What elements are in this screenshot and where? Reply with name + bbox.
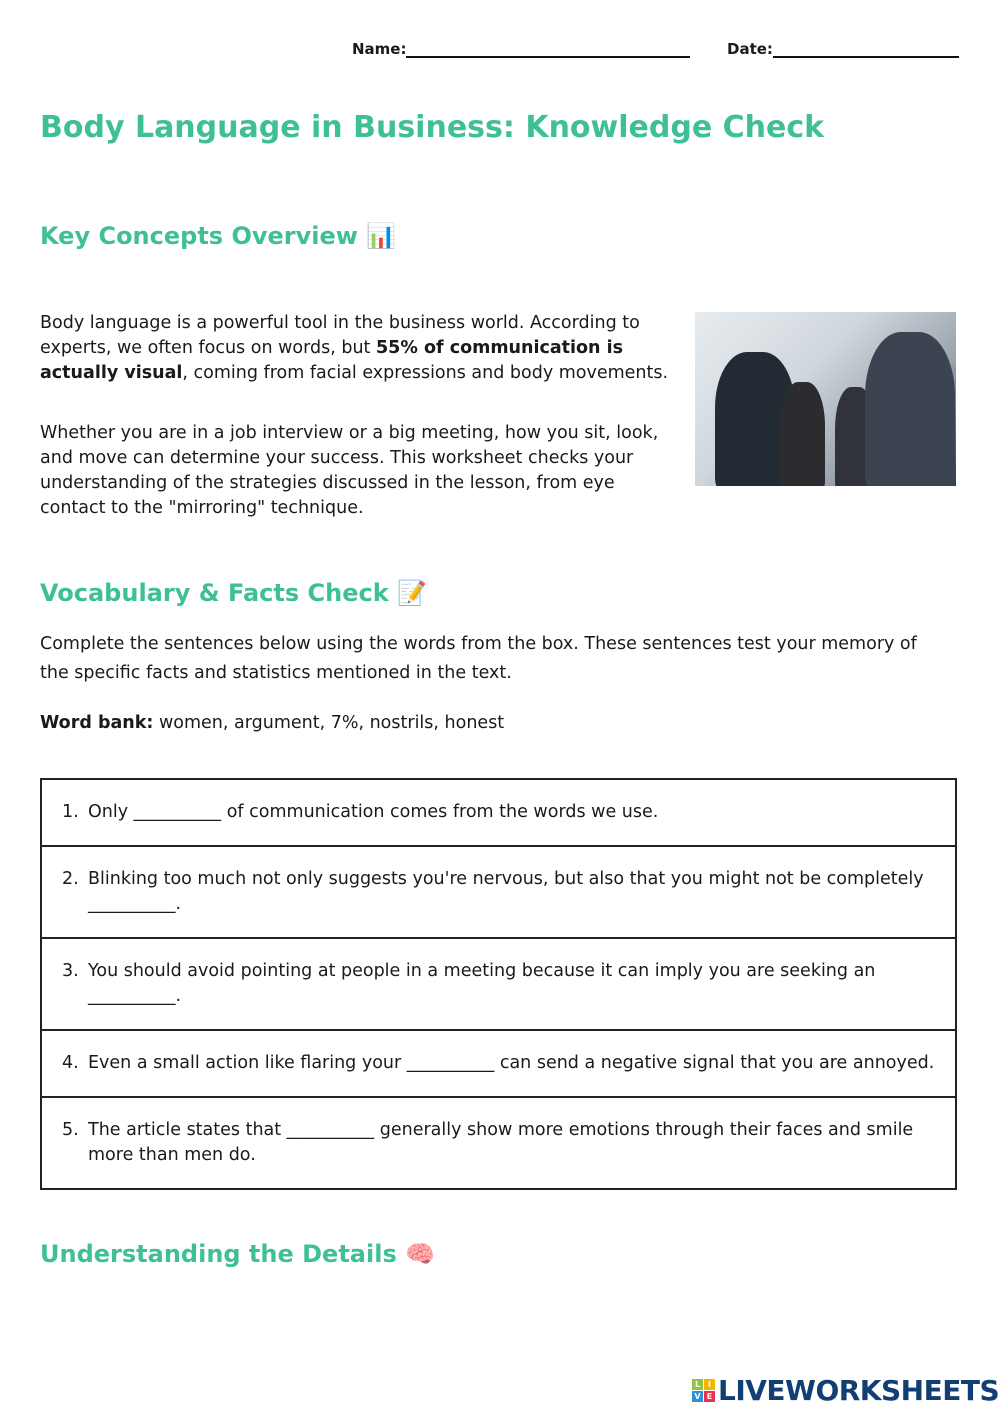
question-number: 1. (62, 802, 79, 822)
overview-paragraph-1 (40, 311, 680, 386)
vocab-instructions: Complete the sentences below using the words from the box. These sentences test your memory of the specific facts and statistics mentioned in the text. (40, 634, 917, 683)
table-row (41, 1097, 956, 1189)
question-number: 2. (62, 869, 79, 889)
table-row (41, 779, 956, 846)
date-line[interactable] (773, 40, 959, 58)
liveworksheets-logo (692, 1374, 999, 1407)
question-number: 5. (62, 1120, 79, 1140)
question-text: The article states that __________ generally show more emotions through their faces and smile more than men do. (88, 1120, 914, 1165)
text: Body language is a powerful tool in the business world. According to experts, we often focus on words, but (40, 313, 640, 358)
question-item[interactable] (41, 1097, 956, 1189)
page-title: Body Language in Business: Knowledge Check (40, 110, 825, 145)
question-item[interactable] (41, 846, 956, 938)
word-bank-words: women, argument, 7%, nostrils, honest (153, 713, 505, 733)
question-text: You should avoid pointing at people in a meeting because it can imply you are seeking an __________. (88, 961, 876, 1006)
question-text: Only __________ of communication comes from the words we use. (88, 802, 659, 822)
overview-heading: Key Concepts Overview 📊 (40, 222, 397, 250)
date-label: Date: (727, 40, 773, 58)
question-text: Even a small action like flaring your __________ can send a negative signal that you are annoyed. (88, 1053, 935, 1073)
question-item[interactable] (41, 938, 956, 1030)
table-row (41, 938, 956, 1030)
vocab-heading: Vocabulary & Facts Check 📝 (40, 579, 427, 607)
logo-icon: L I V E (692, 1379, 715, 1402)
name-field[interactable] (352, 40, 690, 58)
name-line[interactable] (406, 40, 690, 58)
text: , coming from facial expressions and body movements. (182, 363, 669, 383)
logo-text: LIVEWORKSHEETS (718, 1374, 999, 1407)
question-number: 4. (62, 1053, 79, 1073)
question-text: Blinking too much not only suggests you're nervous, but also that you might not be completely __________. (88, 869, 924, 914)
word-bank (40, 711, 504, 736)
word-bank-label: Word bank: (40, 713, 154, 733)
details-heading: Understanding the Details 🧠 (40, 1240, 435, 1268)
name-label: Name: (352, 40, 407, 58)
highlight-text: 55% of communication is actually visual (40, 338, 624, 383)
table-row (41, 1030, 956, 1097)
date-field[interactable] (727, 40, 959, 58)
overview-paragraph-2: Whether you are in a job interview or a big meeting, how you sit, look, and move can determine your success. This worksheet checks your understanding of the strategies discussed in the lesson, from eye contact to the "mirroring" technique. (40, 423, 659, 518)
fill-in-table (40, 778, 957, 1190)
question-number: 3. (62, 961, 79, 981)
table-row (41, 846, 956, 938)
question-item[interactable] (41, 779, 956, 846)
business-handshake-photo (695, 312, 956, 486)
question-item[interactable] (41, 1030, 956, 1097)
